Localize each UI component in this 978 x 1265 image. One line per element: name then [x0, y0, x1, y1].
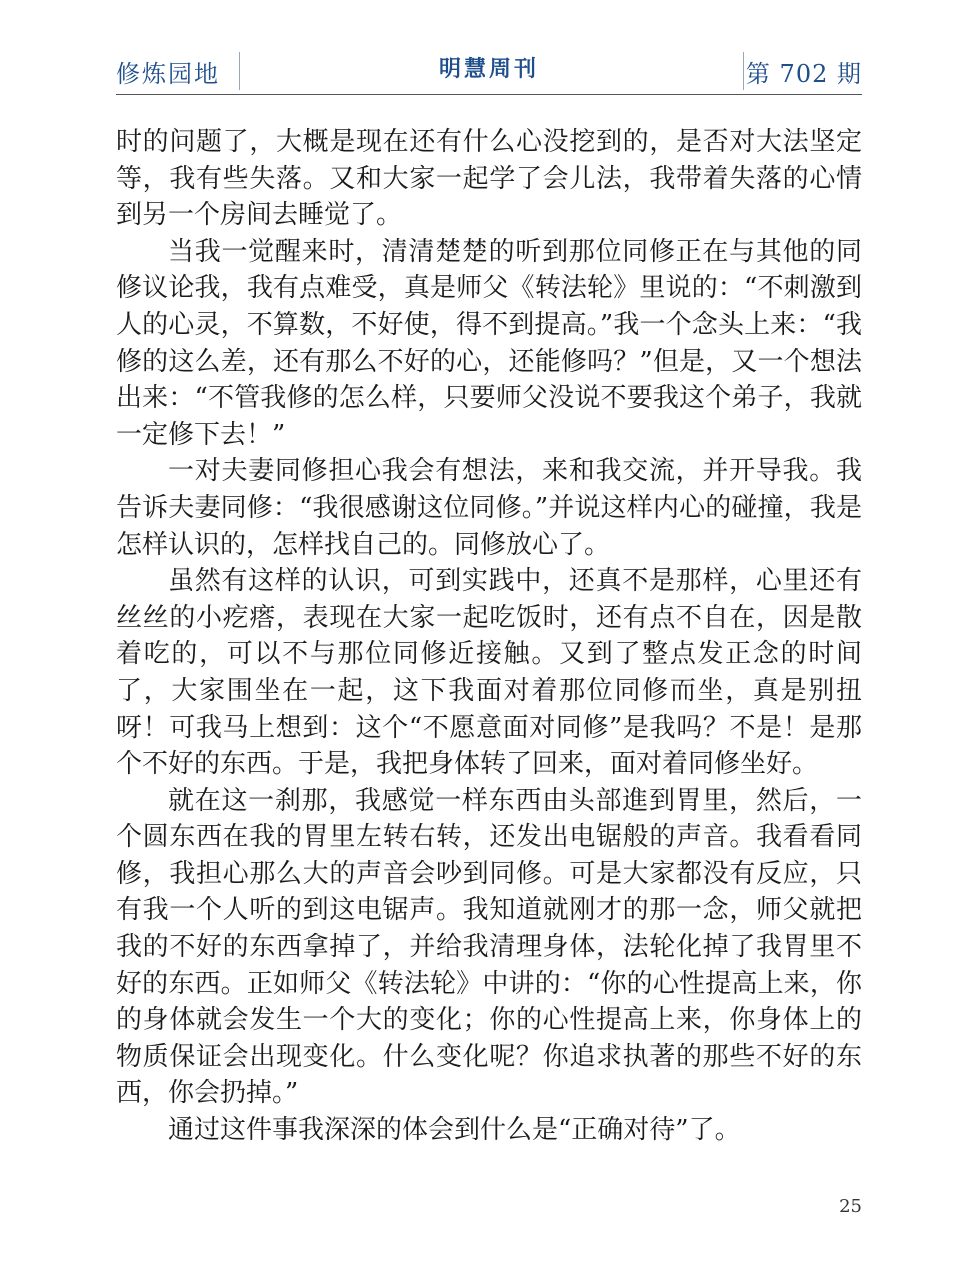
- header-rule: [116, 94, 862, 95]
- section-title: 修炼园地: [116, 60, 220, 88]
- paragraph: 一对夫妻同修担心我会有想法，来和我交流，并开导我。我告诉夫妻同修：“我很感谢这位同修。”并说这样内心的碰撞，我是怎样认识的，怎样找自己的。同修放心了。: [116, 456, 862, 560]
- article-body: [116, 124, 862, 1149]
- publication-title: 明慧周刊: [438, 57, 539, 82]
- header-divider-right: [743, 52, 744, 90]
- paragraph: 通过这件事我深深的体会到什么是“正确对待”了。: [168, 1115, 741, 1146]
- running-header: [116, 50, 862, 90]
- paragraph: 就在这一刹那，我感觉一样东西由头部進到胃里，然后，一个圆东西在我的胃里左转右转，还发出电锯般的声音。我看看同修，我担心那么大的声音会吵到同修。可是大家都没有反应，只有我一个人听的到这电锯声。我知道就刚才的那一念，师父就把我的不好的东西拿掉了，并给我清理身体，法轮化掉了我胃里不好的东西。正如师父《转法轮》中讲的：“你的心性提高上来，你的身体就会发生一个大的变化；你的心性提高上来，你身体上的物质保证会出现变化。什么变化呢？你追求执著的那些不好的东西，你会扔掉。”: [116, 785, 862, 1109]
- page-number: 25: [839, 1196, 862, 1217]
- issue-number: 第 702 期: [745, 60, 862, 88]
- paragraph: 虽然有这样的认识，可到实践中，还真不是那样，心里还有丝丝的小疙瘩，表现在大家一起吃饭时，还有点不自在，因是散着吃的，可以不与那位同修近接触。又到了整点发正念的时间了，大家围坐在一起，这下我面对着那位同修而坐，真是别扭呀！可我马上想到：这个“不愿意面对同修”是我吗？不是！是那个不好的东西。于是，我把身体转了回来，面对着同修坐好。: [116, 566, 862, 780]
- paragraph: 当我一觉醒来时，清清楚楚的听到那位同修正在与其他的同修议论我，我有点难受，真是师父《转法轮》里说的：“不刺激到人的心灵，不算数，不好使，得不到提高。”我一个念头上来：“我修的这么差，还有那么不好的心，还能修吗？”但是，又一个想法出来：“不管我修的怎么样，只要师父没说不要我这个弟子，我就一定修下去！”: [116, 236, 862, 450]
- paragraph: 时的问题了，大概是现在还有什么心没挖到的，是否对大法坚定等，我有些失落。又和大家一起学了会儿法，我带着失落的心情到另一个房间去睡觉了。: [116, 127, 862, 231]
